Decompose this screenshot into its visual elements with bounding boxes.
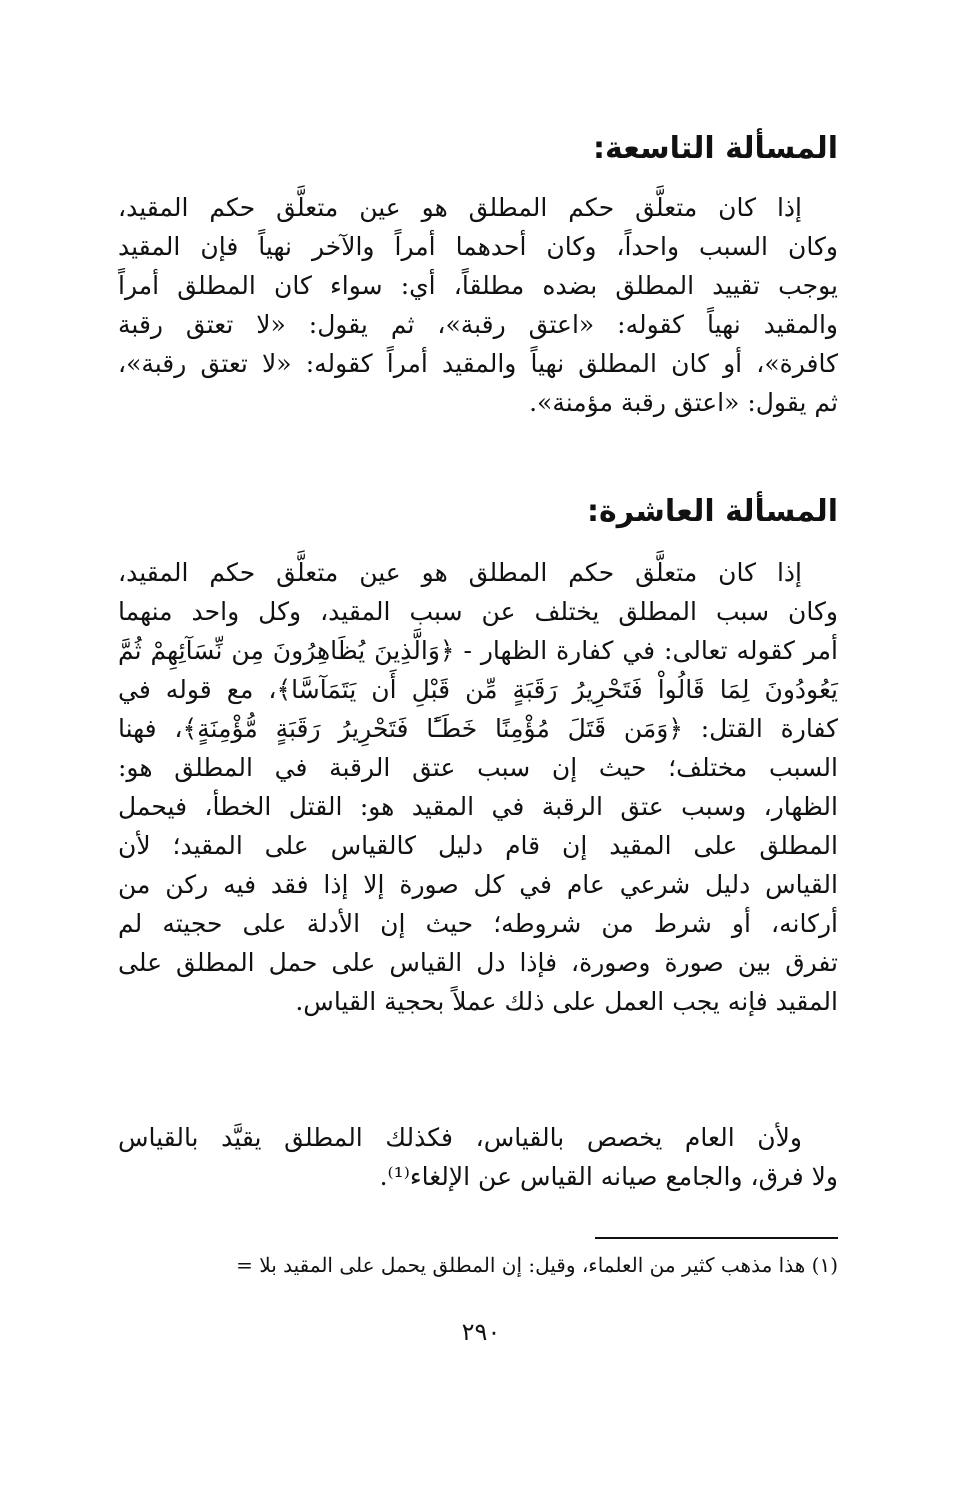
text-line: الظهار، وسبب عتق الرقبة في المقيد هو: القتل الخطأ، فيحمل — [118, 792, 838, 821]
text-line: المطلق على المقيد إن قام دليل كالقياس على المقيد؛ لأن — [118, 831, 838, 860]
paragraph — [118, 553, 838, 1021]
text-line: كافرة»، أو كان المطلق نهياً والمقيد أمراً كقوله: «لا تعتق رقبة»، — [118, 349, 838, 378]
footnote: (١) هذا مذهب كثير من العلماء، وقيل: إن المطلق يحمل على المقيد بلا = — [236, 1253, 838, 1277]
text-line: السبب مختلف؛ حيث إن سبب عتق الرقبة في المطلق هو: — [118, 753, 838, 782]
text-line: إذا كان متعلَّق حكم المطلق هو عين متعلَّق حكم المقيد، — [118, 193, 802, 222]
paragraph — [118, 1118, 838, 1196]
text-line-with-verse: أمر كقوله تعالى: في كفارة الظهار - ﴿وَالَّذِينَ يُظَاهِرُونَ مِن نِّسَآئِهِمْ ثُمَّ — [118, 636, 838, 665]
section-ninth-body — [118, 188, 838, 422]
paragraph — [118, 188, 838, 422]
text-line: يوجب تقييد المطلق بضده مطلقاً، أي: سواء كان المطلق أمراً — [118, 271, 838, 300]
text-line: القياس دليل شرعي عام في كل صورة إلا إذا فقد فيه ركن من — [118, 870, 838, 899]
text-line-with-verse: كفارة القتل: ﴿وَمَن قَتَلَ مُؤْمِنًا خَطَـًٔا فَتَحْرِيرُ رَقَبَةٍ مُّؤْمِنَةٍ﴾، فهنا — [118, 714, 838, 743]
section-tenth-body — [118, 553, 838, 1021]
text-line: المقيد فإنه يجب العمل على ذلك عملاً بحجية القياس. — [295, 987, 838, 1016]
page-number: ٢٩٠ — [461, 1318, 501, 1346]
text-line: وكان السبب واحداً، وكان أحدهما أمراً والآخر نهياً فإن المقيد — [118, 232, 838, 261]
text-line: وكان سبب المطلق يختلف عن سبب المقيد، وكل واحد منهما — [118, 597, 838, 626]
text-line: ولا فرق، والجامع صيانه القياس عن الإلغاء⁽¹⁾. — [379, 1162, 838, 1191]
text-line: إذا كان متعلَّق حكم المطلق هو عين متعلَّق حكم المقيد، — [118, 558, 802, 587]
text-line: ثم يقول: «اعتق رقبة مؤمنة». — [529, 388, 838, 417]
text-line: تفرق بين صورة وصورة، فإذا دل القياس على حمل المطلق على — [118, 948, 838, 977]
section-heading-ninth: المسألة التاسعة: — [592, 131, 838, 166]
text-line: ولأن العام يخصص بالقياس، فكذلك المطلق يقيَّد بالقياس — [118, 1123, 802, 1152]
text-line-with-verse: يَعُودُونَ لِمَا قَالُواْ فَتَحْرِيرُ رَقَبَةٍ مِّن قَبْلِ أَن يَتَمَآسَّا﴾، مع قوله في — [118, 675, 838, 704]
section-heading-tenth: المسألة العاشرة: — [587, 494, 838, 529]
text-line: أركانه، أو شرط من شروطه؛ حيث إن الأدلة على حجيته لم — [118, 909, 838, 938]
text-line: والمقيد نهياً كقوله: «اعتق رقبة»، ثم يقول: «لا تعتق رقبة — [118, 310, 838, 339]
section-tenth-body-2 — [118, 1118, 838, 1196]
footnote-separator — [595, 1237, 838, 1239]
